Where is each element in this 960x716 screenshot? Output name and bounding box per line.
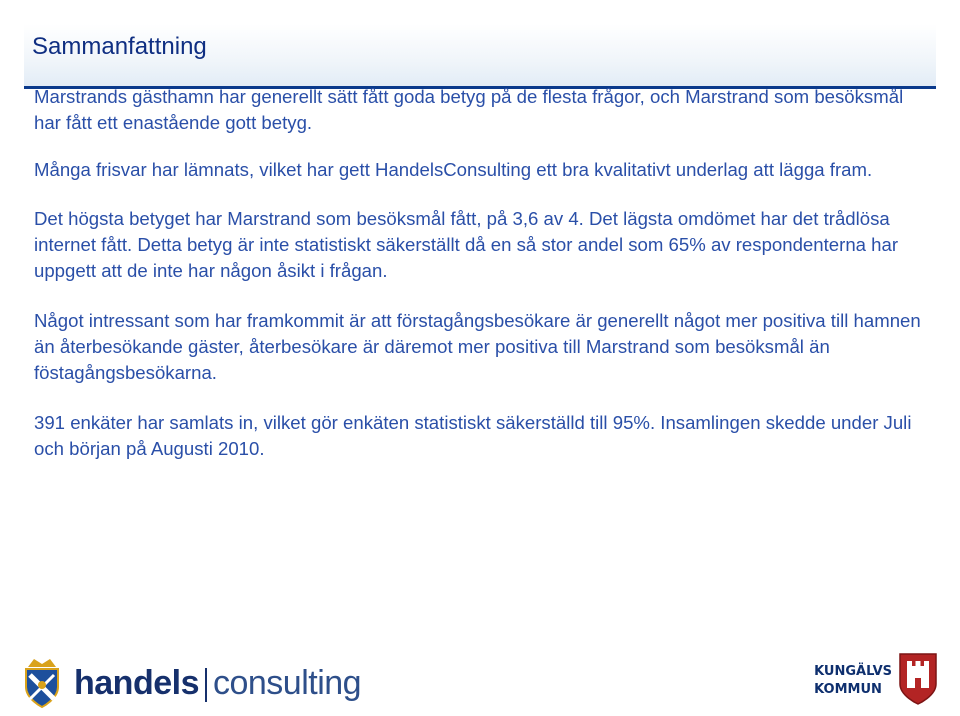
- handelsconsulting-logo: [20, 656, 361, 712]
- paragraph-1: Marstrands gästhamn har generellt sätt fått goda betyg på de flesta frågor, och Marstrand som besöksmål har fått ett enastående gott betyg.: [34, 86, 904, 133]
- logo-text-consulting: consulting: [212, 663, 362, 702]
- page-title: Sammanfattning: [32, 33, 207, 60]
- kungalv-kommun-logo: [814, 650, 938, 711]
- crest-icon: [20, 655, 64, 714]
- kungalv-label: KUNGÄLVS: [814, 663, 892, 679]
- logo-divider: [205, 668, 207, 702]
- kungalv-crest-icon: [898, 650, 938, 711]
- paragraph-5: 391 enkäter har samlats in, vilket gör enkäten statistiskt säkerställd till 95%. Insamlingen skedde under Juli och början på Augusti 2010.: [34, 412, 912, 459]
- paragraph-3: Det högsta betyget har Marstrand som besöksmål fått, på 3,6 av 4. Det lägsta omdömet har det trådlösa internet fått. Detta betyg är inte statistiskt säkerställt då en så stor andel som 65% av respondenterna har uppgett att de inte har någon åsikt i frågan.: [34, 208, 899, 281]
- summary-body: [34, 84, 926, 486]
- title-bar: [24, 24, 936, 89]
- paragraph-2: Många frisvar har lämnats, vilket har gett HandelsConsulting ett bra kvalitativt underlag att lägga fram.: [34, 159, 873, 180]
- kommun-label: KOMMUN: [814, 681, 882, 697]
- footer: [0, 640, 960, 716]
- paragraph-4: Något intressant som har framkommit är att förstagångsbesökare är generellt något mer positiva till hamnen än återbesökande gäster, återbesökare är däremot mer positiva till Marstrand som besöksmål än föstagångsbesökarna.: [34, 310, 921, 383]
- logo-text-handels: handels: [74, 663, 199, 702]
